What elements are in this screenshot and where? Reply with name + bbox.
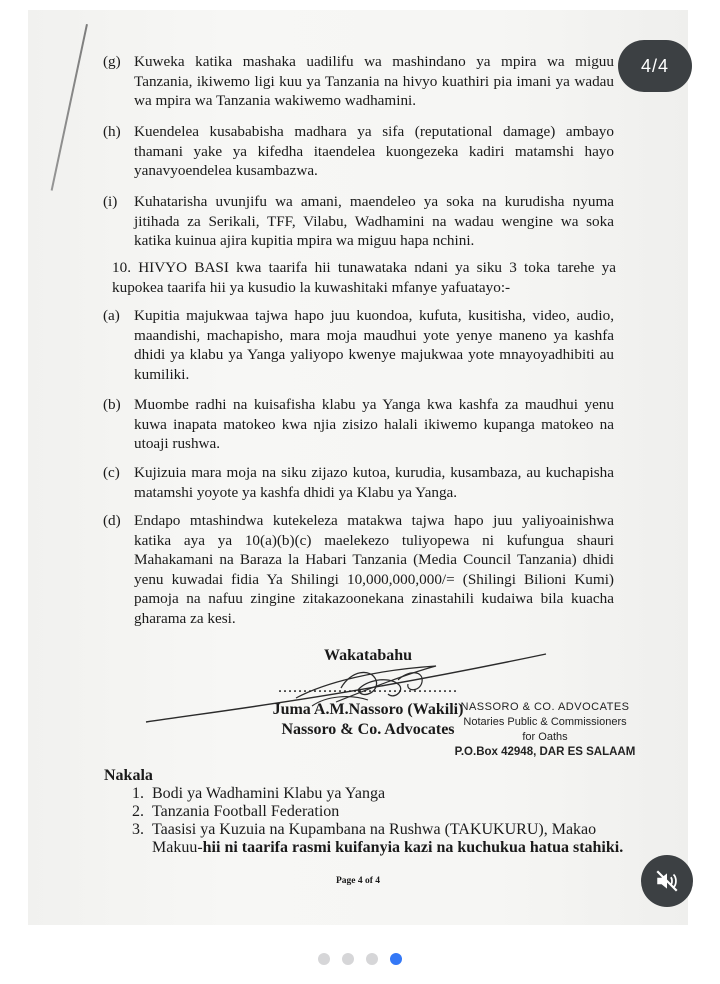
signer-name: Juma A.M.Nassoro (Wakili) <box>272 701 464 718</box>
pagination-dot-3[interactable] <box>366 953 378 965</box>
item-label: (h) <box>103 123 121 140</box>
item-text: Kuendelea kusababisha madhara ya sifa (reputational damage) ambayo thamani yake ya kifedha itaendelea kuongezeka kadiri matamshi hayo yanavyoendelea kusambazwa. <box>134 123 614 180</box>
list-item-c <box>103 463 614 502</box>
list-item: 1. Bodi ya Wadhamini Klabu ya Yanga <box>148 785 644 803</box>
stamp-line-4: P.O.Box 42948, DAR ES SALAAM <box>454 746 636 758</box>
list-item-g <box>103 52 614 111</box>
stamp-line-3: for Oaths <box>522 731 568 743</box>
signature-dots: .................................... <box>278 679 458 696</box>
copies-closing: hii ni taarifa rasmi kuifanyia kazi na kuchukua hatua stahiki. <box>202 839 624 856</box>
item-label: (b) <box>103 396 121 413</box>
item-label: (c) <box>103 464 120 481</box>
law-firm-stamp <box>450 700 640 760</box>
item-label: (d) <box>103 512 121 529</box>
list-item <box>148 821 644 857</box>
list-item-d <box>103 511 614 629</box>
list-item-b <box>103 395 614 454</box>
item-label: (i) <box>103 193 118 210</box>
stamp-line-2: Notaries Public & Commissioners <box>463 716 627 728</box>
document-page[interactable] <box>28 10 688 925</box>
stamp-line-1: NASSORO & CO. ADVOCATES <box>460 701 630 713</box>
signature-title: Wakatabahu <box>323 647 413 664</box>
pagination-dot-1[interactable] <box>318 953 330 965</box>
slide-counter-badge: 4/4 <box>618 40 692 92</box>
copies-section <box>104 767 644 857</box>
signer-firm: Nassoro & Co. Advocates <box>281 721 455 738</box>
copy-item-text: Taasisi ya Kuzuia na Kupambana na Rushwa (TAKUKURU), Makao Makuu- <box>152 821 597 856</box>
page-edge-shadow <box>51 24 88 191</box>
item-label: (g) <box>103 53 121 70</box>
list-item: 2. Tanzania Football Federation <box>148 803 644 821</box>
speaker-muted-icon <box>654 868 680 894</box>
pagination-dots <box>0 953 720 965</box>
list-item-h <box>103 122 614 181</box>
copies-heading: Nakala <box>104 767 153 784</box>
paragraph-10: 10. HIVYO BASI kwa taarifa hii tunawataka ndani ya siku 3 toka tarehe ya kupokea taarifa hii ya kusudio la kuwashitaki mfanye yafuatayo:- <box>112 259 616 296</box>
page-footer: Page 4 of 4 <box>335 876 381 886</box>
pagination-dot-2[interactable] <box>342 953 354 965</box>
item-label: (a) <box>103 307 120 324</box>
list-item-a <box>103 306 614 384</box>
item-text: Kuweka katika mashaka uadilifu wa mashindano ya mpira wa miguu Tanzania, ikiwemo ligi kuu ya Tanzania na hivyo kuathiri pia imani ya wadau wa mpira wa Tanzania wakiwemo wadhamini. <box>134 53 614 110</box>
pagination-dot-4-active[interactable] <box>390 953 402 965</box>
list-item-i <box>103 192 614 251</box>
item-text: Kuhatarisha uvunjifu wa amani, maendeleo ya soka na kurudisha nyuma jitihada za Serikali, TFF, Vilabu, Wadhamini na wadau wengine wa soka katika kuinua ajira kupitia mpira wa miguu hapa nchini. <box>134 193 614 250</box>
item-text: Endapo mtashindwa kutekeleza matakwa tajwa hapo juu yaliyoainishwa katika aya ya 10(a)(b)(c) maelekezo tuliyopewa ni kufungua shauri Mahakamani na Baraza la Habari Tanzania (Media Council Tanzania) dhidi yenu kuwadai fidia Ya Shilingi 10,000,000,000/= (Shilingi Bilioni Kumi) pamoja na nafuu zingine zitakazoonekana zinastahili kudaiwa bila kuacha gharama za kesi. <box>134 512 614 627</box>
item-text: Kujizuia mara moja na siku zijazo kutoa, kurudia, kusambaza, au kuchapisha matamshi yoyote ya kashfa dhidi ya Klabu ya Yanga. <box>134 464 614 501</box>
mute-button[interactable] <box>641 855 693 907</box>
item-text: Muombe radhi na kuisafisha klabu ya Yanga kwa kashfa za maudhui yenu kuwa inapata matokeo kwa njia zisizo halali ikiwemo kupanga matokeo na utoaji rushwa. <box>134 396 614 453</box>
copies-list <box>104 785 644 857</box>
item-text: Kupitia majukwaa tajwa hapo juu kuondoa, kufuta, kusitisha, video, audio, maandishi, machapisho, mara moja maudhui yote yenye maneno ya kashfa dhidi ya klabu ya Yanga yaliyopo kwenye majukwaa yote mnayoyadhibiti au kumiliki. <box>134 307 614 383</box>
